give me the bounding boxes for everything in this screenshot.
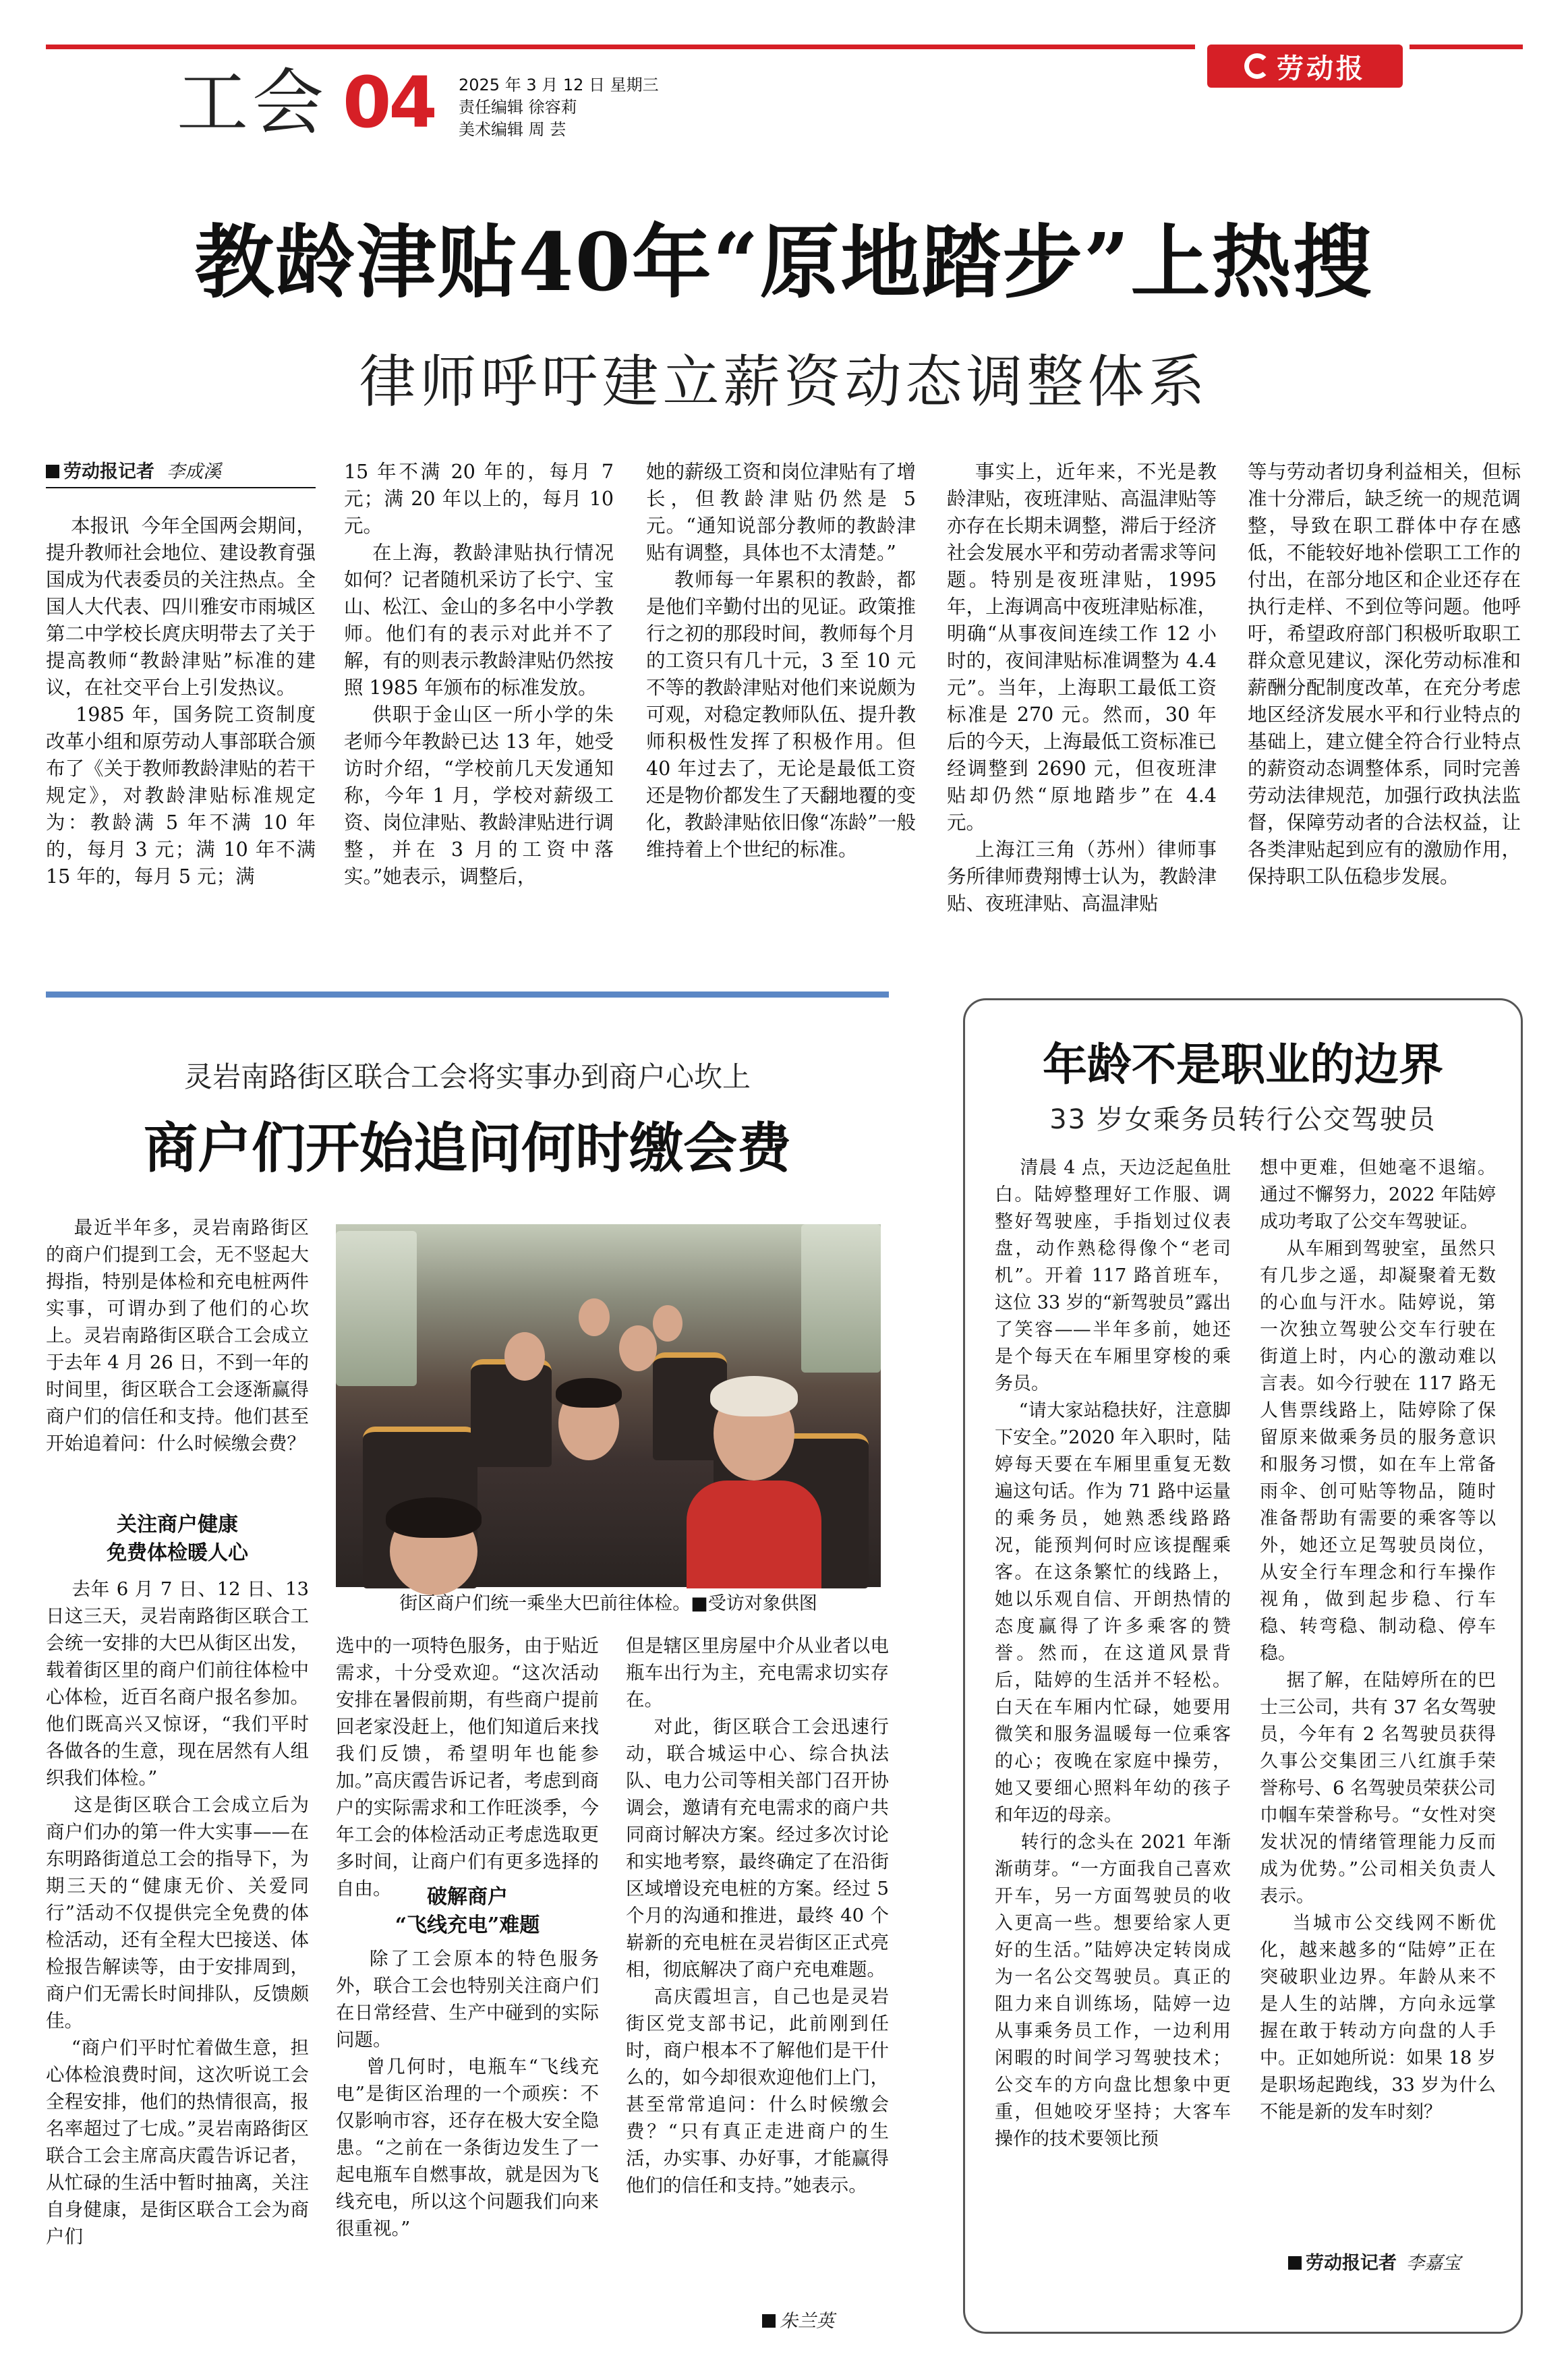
signature-square-icon [762,2314,776,2328]
bus-window-left [336,1231,417,1386]
article2-lead: 最近半年多，灵岩南路街区的商户们提到工会，无不竖起大拇指，特别是体检和充电桩两件实事，可谓办到了他们的心坎上。灵岩南路街区联合工会成立于去年 4 月 26 日，不到一年的时间里，街区联合工会逐渐赢得商户们的信任和支持。他们甚至开始追着问：什么时候缴会费？ [46,1217,310,1454]
page-number: 04 [343,61,435,144]
section-name: 工会 [177,61,328,144]
article3-column-1: 清晨 4 点，天边泛起鱼肚白。陆婷整理好工作服、调整好驾驶座，手指划过仪表盘，动作熟稔得像个“老司机”。开着 117 路首班车，这位 33 岁的“新驾驶员”露出了笑容——半年多前，她还是个每天在车厢里穿梭的乘务员。 “请大家站稳扶好，注意脚下安全。”2020 年入职时，陆婷每天要在车厢里重复无数遍这句话。作为 71 路中运量的乘务员，她熟悉线路路况，能预判何时应该提醒乘客。在这条繁忙的线路上，她以乐观自信、开朗热情的态度赢得了许多乘客的赞誉。然而，在这道风景背后，陆婷的生活并不轻松。白天在车厢内忙碌，她要用微笑和服务温暖每一位乘客的心；夜晚在家庭中操劳，她又要细心照料年幼的孩子和年迈的母亲。 转行的念头在 2021 年渐渐萌芽。“一方面我自己喜欢开车，另一方面驾驶员的收入更高一些。想要给家人更好的生活。”陆婷决定转岗成为一名公交驾驶员。真正的阻力来自训练场，陆婷一边从事乘务员工作，一边利用闲暇的时间学习驾驶技术；公交车的方向盘比想象中更重，但她咬牙坚持；大客车操作的技术要领比预 [995,1157,1231,2150]
passenger-red-shirt [687,1481,821,1588]
article3-column-2: 想中更难，但她毫不退缩。通过不懈努力，2022 年陆婷成功考取了公交车驾驶证。 从车厢到驾驶室，虽然只有几步之遥，却凝聚着无数的心血与汗水。陆婷说，第一次独立驾驶公交车行驶在街道上时，内心的激动难以言表。如今行驶在 117 路无人售票线路上，陆婷除了保留原来做乘务员的服务意识和服务习惯，如在车上常备雨伞、创可贴等物品，随时准备帮助有需要的乘客等以外，她还立足驾驶员岗位，从安全行车理念和行车操作视角，做到起步稳、行车稳、转弯稳、制动稳、停车稳。 据了解，在陆婷所在的巴士三公司，共有 37 名女驾驶员，今年有 2 名驾驶员获得久事公交集团三八红旗手荣誉称号、6 名驾驶员荣获公司巾帼车荣誉称号。“女性对突发状况的情绪管理能力反而成为优势。”公司相关负责人表示。 当城市公交线网不断优化，越来越多的“陆婷”正在突破职业边界。年龄从来不是人生的站牌，方向永远掌握在敢于转动方向盘的人手中。正如她所说：如果 18 岁是职场起跑线，33 岁为什么不能是新的发车时刻？ [1260,1157,1496,2123]
signature-name: 朱兰英 [780,2311,834,2332]
article1-column-1: 本报讯 今年全国两会期间，提升教师社会地位、建设教育强国成为代表委员的关注热点。全国人大代表、四川雅安市雨城区第二中学校长庹庆明带去了关于提高教师“教龄津贴”标准的建议，在社交平台上引发热议。 1985 年，国务院工资制度改革小组和原劳动人事部联合颁布了《关于教师教龄津贴的若干规定》，对教龄津贴标准规定为：教龄满 5 年不满 10 年的，每月 3 元；满 10 年不满 15 年的，每月 5 元；满 [46,515,316,888]
bus-interior-photo [336,1224,881,1587]
article3-title: 年龄不是职业的边界 [1043,1038,1443,1091]
article1-column-5: 等与劳动者切身利益相关，但标准十分滞后，缺乏统一的规范调整，导致在职工群体中存在感低，不能较好地补偿职工工作的付出，在部分地区和企业还存在执行走样、不到位等问题。他呼吁，希望政府部门积极听取职工群众意见建议，深化劳动标准和薪酬分配制度改革，在充分考虑地区经济发展水平和行业特点的基础上，建立健全符合行业特点的薪资动态调整体系，同时完善劳动法律规范，加强行政执法监督，保障劳动者的合法权益，让各类津贴起到应有的激励作用，保持职工队伍稳步发展。 [1248,461,1521,888]
top-red-rule-right [1410,45,1523,49]
article2-signature [762,2308,897,2335]
passenger-face [619,1325,657,1371]
article1-title: 教龄津贴40年“原地踏步”上热搜 [194,215,1374,309]
article3-subtitle: 33 岁女乘务员转行公交驾驶员 [1049,1104,1436,1135]
article1-subtitle: 律师呼吁建立薪资动态调整体系 [359,349,1209,415]
article2-top-rule [46,992,889,998]
article2-subhead-2: 破解商户 “飞线充电”难题 [395,1885,540,1937]
article2-column-2b: 除了工会原本的特色服务外，联合工会也特别关注商户们在日常经营、生产中碰到的实际问题。 曾几何时，电瓶车“飞线充电”是街区治理的一个顽疾：不仅影响市容，还存在极大安全隐患。“之前在一条街边发生了一起电瓶车自燃事故，就是因为飞线充电，所以这个问题我们向来很重视。” [336,1948,600,2239]
signature-name: 李嘉宝 [1406,2253,1461,2274]
top-red-rule [46,45,1195,49]
signature-label: 劳动报记者 [1306,2253,1397,2274]
passenger-face [579,1298,610,1336]
byline-square-icon [46,465,59,478]
byline-label: 劳动报记者 [63,461,154,482]
newspaper-logo [1207,45,1403,88]
article1-byline [46,459,316,488]
article1-column-4: 事实上，近年来，不光是教龄津贴，夜班津贴、高温津贴等亦存在长期未调整，滞后于经济社会发展水平和劳动者需求等问题。特别是夜班津贴，1995 年，上海调高中夜班津贴标准，明确“从事夜间连续工作 12 小时的，夜间津贴标准调整为 4.4 元”。当年，上海职工最低工资标准是 270 元。然而，30 年后的今天，上海最低工资标准已经调整到 2690 元，但夜班津贴却仍然“原地踏步”在 4.4 元。 上海江三角（苏州）律师事务所律师费翔博士认为，教龄津贴、夜班津贴、高温津贴 [947,461,1217,915]
article2-column-3: 但是辖区里房屋中介从业者以电瓶车出行为主，充电需求切实存在。 对此，街区联合工会迅速行动，联合城运中心、综合执法队、电力公司等相关部门召开协调会，邀请有充电需求的商户共同商讨解决方案。经过多次讨论和实地考察，最终确定了在沿街区域增设充电桩的方案。经过 5 个月的沟通和推进，最终 40 个崭新的充电桩在灵岩街区正式亮相，彻底解决了商户充电难题。 高庆霞坦言，自己也是灵岩街区党支部书记，此前刚到任时，商户根本不了解他们是干什么的，如今却很欢迎他们上门，甚至常常追问：什么时候缴会费？“只有真正走进商户的生活，办实事、办好事，才能赢得他们的信任和支持。”她表示。 [626,1635,890,2196]
responsible-editor: 责任编辑 徐容莉 [459,98,577,117]
issue-date: 2025 年 3 月 12 日 星期三 [459,76,659,94]
article2-subhead-1: 关注商户健康 免费体检暖人心 [107,1513,248,1565]
art-editor: 美术编辑 周 芸 [459,120,567,139]
seat [471,1359,552,1467]
signature-square-icon [1288,2256,1302,2270]
passenger-hair [556,1378,622,1408]
article2-kicker: 灵岩南路街区联合工会将实事办到商户心坎上 [183,1060,751,1093]
article1-column-3: 她的薪级工资和岗位津贴有了增长，但教龄津贴仍然是 5 元。“通知说部分教师的教龄津贴有调整，具体也不太清楚。” 教师每一年累积的教龄，都是他们辛勤付出的见证。政策推行之初的那段时间，教师每个月的工资只有几十元，3 至 10 元不等的教龄津贴对他们来说颇为可观，对稳定教师队伍、提升教师积极性发挥了积极作用。但 40 年过去了，无论是最低工资还是物价都发生了天翻地覆的变化，教龄津贴依旧像“冻龄”一般维持着上个世纪的标准。 [646,461,916,861]
article2-column-2a: 选中的一项特色服务，由于贴近需求，十分受欢迎。“这次活动安排在暑假前期，有些商户提前回老家没赶上，他们知道后来找我们反馈，希望明年也能参加。”高庆霞告诉记者，考虑到商户的实际需求和工作旺淡季，今年工会的体检活动正考虑选取更多时间，让商户们有更多选择的自由。 [336,1635,599,1899]
article1-column-2: 15 年不满 20 年的，每月 7 元；满 20 年以上的，每月 10 元。 在上海，教龄津贴执行情况如何？记者随机采访了长宁、宝山、松江、金山的多名中小学教师。他们有的表示对此并不了解，有的则表示教龄津贴仍然按照 1985 年颁布的标准发放。 供职于金山区一所小学的朱老师今年教龄已达 13 年，她受访时介绍，“学校前几天发通知称，今年 1 月，学校对薪级工资、岗位津贴、教龄津贴进行调整，并在 3 月的工资中落实。”她表示，调整后， [344,461,614,888]
article2-column-1: 去年 6 月 7 日、12 日、13 日这三天，灵岩南路街区联合工会统一安排的大巴从街区出发，载着街区里的商户们前往体检中心体检，近百名商户报名参加。他们既高兴又惊讶，“我们平时各做各的生意，现在居然有人组织我们体检。” 这是街区联合工会成立后为商户们办的第一件大实事——在东明路街道总工会的指导下，为期三天的“健康无价、关爱同行”活动不仅提供完全免费的体检活动，还有全程大巴接送、体检报告解读等，由于安排周到，商户们无需长时间排队，反馈颇佳。 “商户们平时忙着做生意，担心体检浪费时间，这次听说工会全程安排，他们的热情很高，报名率超过了七成。”灵岩南路街区联合工会主席高庆霞告诉记者，从忙碌的生活中暂时抽离，关注自身健康，是街区联合工会为商户们 [46,1578,310,2247]
logo-text: 劳动报 [1277,53,1366,84]
passenger-hair [386,1497,482,1538]
logo-mark-icon [1244,53,1270,79]
passenger-hair [710,1376,798,1416]
byline-name: 李成溪 [167,461,221,482]
passenger-face [504,1332,545,1381]
passenger-face [653,1305,683,1342]
article3-signature [1288,2250,1504,2277]
article2-title: 商户们开始追问何时缴会费 [144,1116,791,1180]
bus-window-right [801,1224,881,1373]
photo-caption: 街区商户们统一乘坐大巴前往体检。■受访对象供图 [399,1593,817,1614]
